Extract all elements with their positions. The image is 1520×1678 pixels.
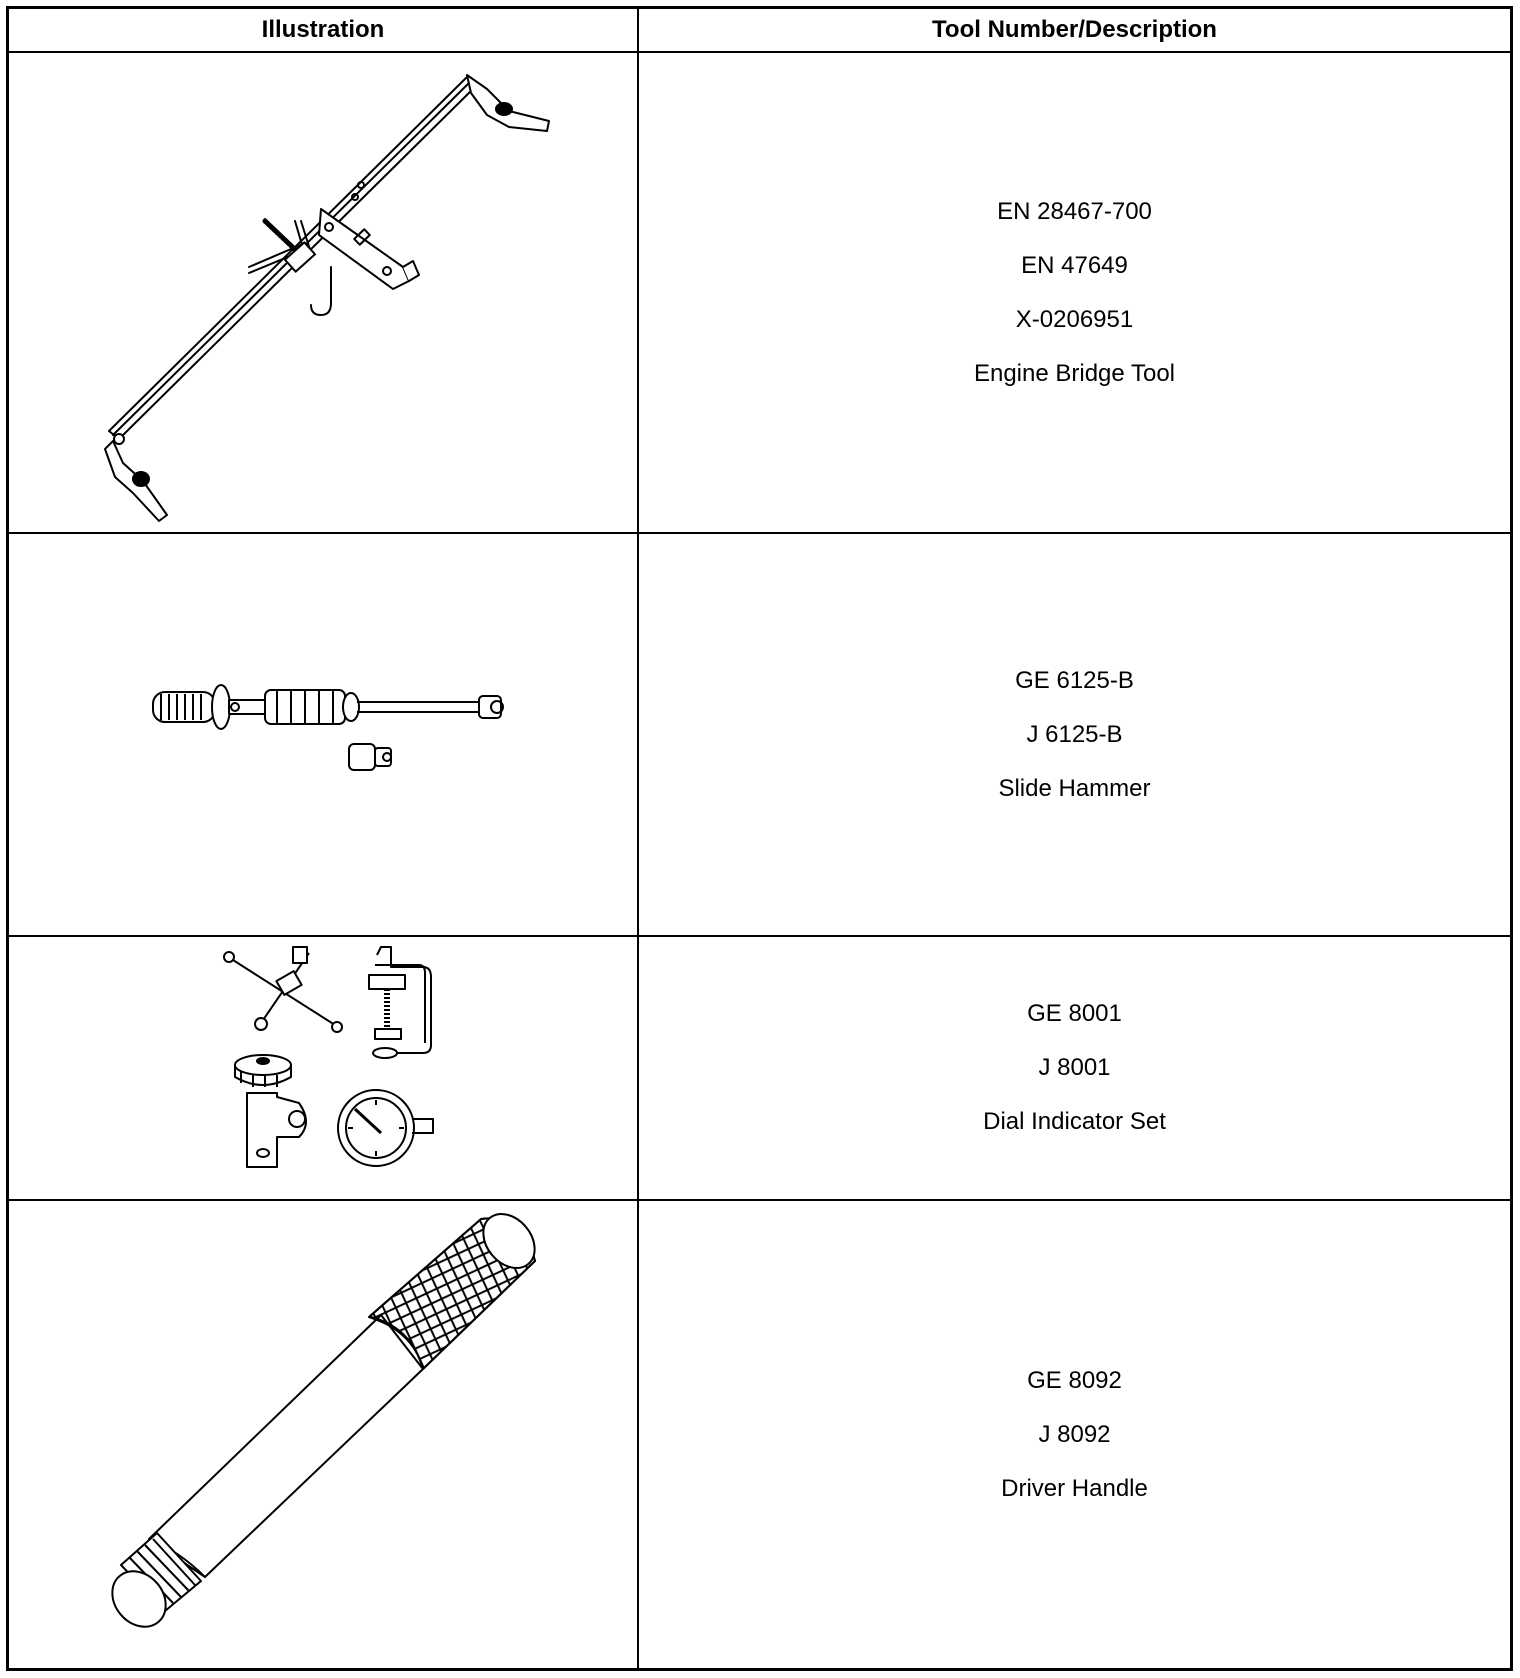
tool-description: Engine Bridge Tool: [973, 359, 1176, 387]
illustration-cell: [9, 534, 639, 935]
tool-number: EN 47649: [1021, 251, 1128, 279]
tool-table: [6, 6, 1513, 1671]
tool-number: GE 8092: [1027, 1366, 1122, 1394]
tool-description-cell: [639, 1201, 1510, 1668]
illustration-cell: [9, 937, 639, 1199]
table-header-row: [9, 9, 1510, 53]
tool-number: GE 8001: [1027, 1000, 1122, 1027]
table-row: [9, 53, 1510, 534]
tool-description-cell: [639, 534, 1510, 935]
tool-description: Slide Hammer: [998, 774, 1151, 802]
slide-hammer-icon: [9, 534, 639, 937]
illustration-cell: [9, 1201, 639, 1668]
driver-handle-icon: [9, 1201, 639, 1668]
table-row: [9, 937, 1510, 1201]
header-illustration: Illustration: [9, 9, 639, 51]
tool-number: GE 6125-B: [1015, 666, 1134, 694]
tool-description: Driver Handle: [1001, 1474, 1148, 1502]
tool-description-cell: [639, 937, 1510, 1199]
dial-indicator-set-icon: [9, 937, 639, 1201]
table-row: [9, 1201, 1510, 1668]
tool-description-cell: [639, 53, 1510, 532]
illustration-cell: [9, 53, 639, 532]
table-row: [9, 534, 1510, 937]
tool-description: Dial Indicator Set: [983, 1108, 1166, 1135]
tool-number: J 6125-B: [1026, 720, 1123, 748]
tool-number: J 8001: [1038, 1054, 1111, 1081]
engine-bridge-tool-icon: [9, 53, 639, 534]
tool-number: EN 28467-700: [997, 197, 1152, 225]
tool-number: J 8092: [1038, 1420, 1111, 1448]
tool-number: X-0206951: [1015, 305, 1134, 333]
header-tool-number-description: Tool Number/Description: [932, 16, 1217, 43]
